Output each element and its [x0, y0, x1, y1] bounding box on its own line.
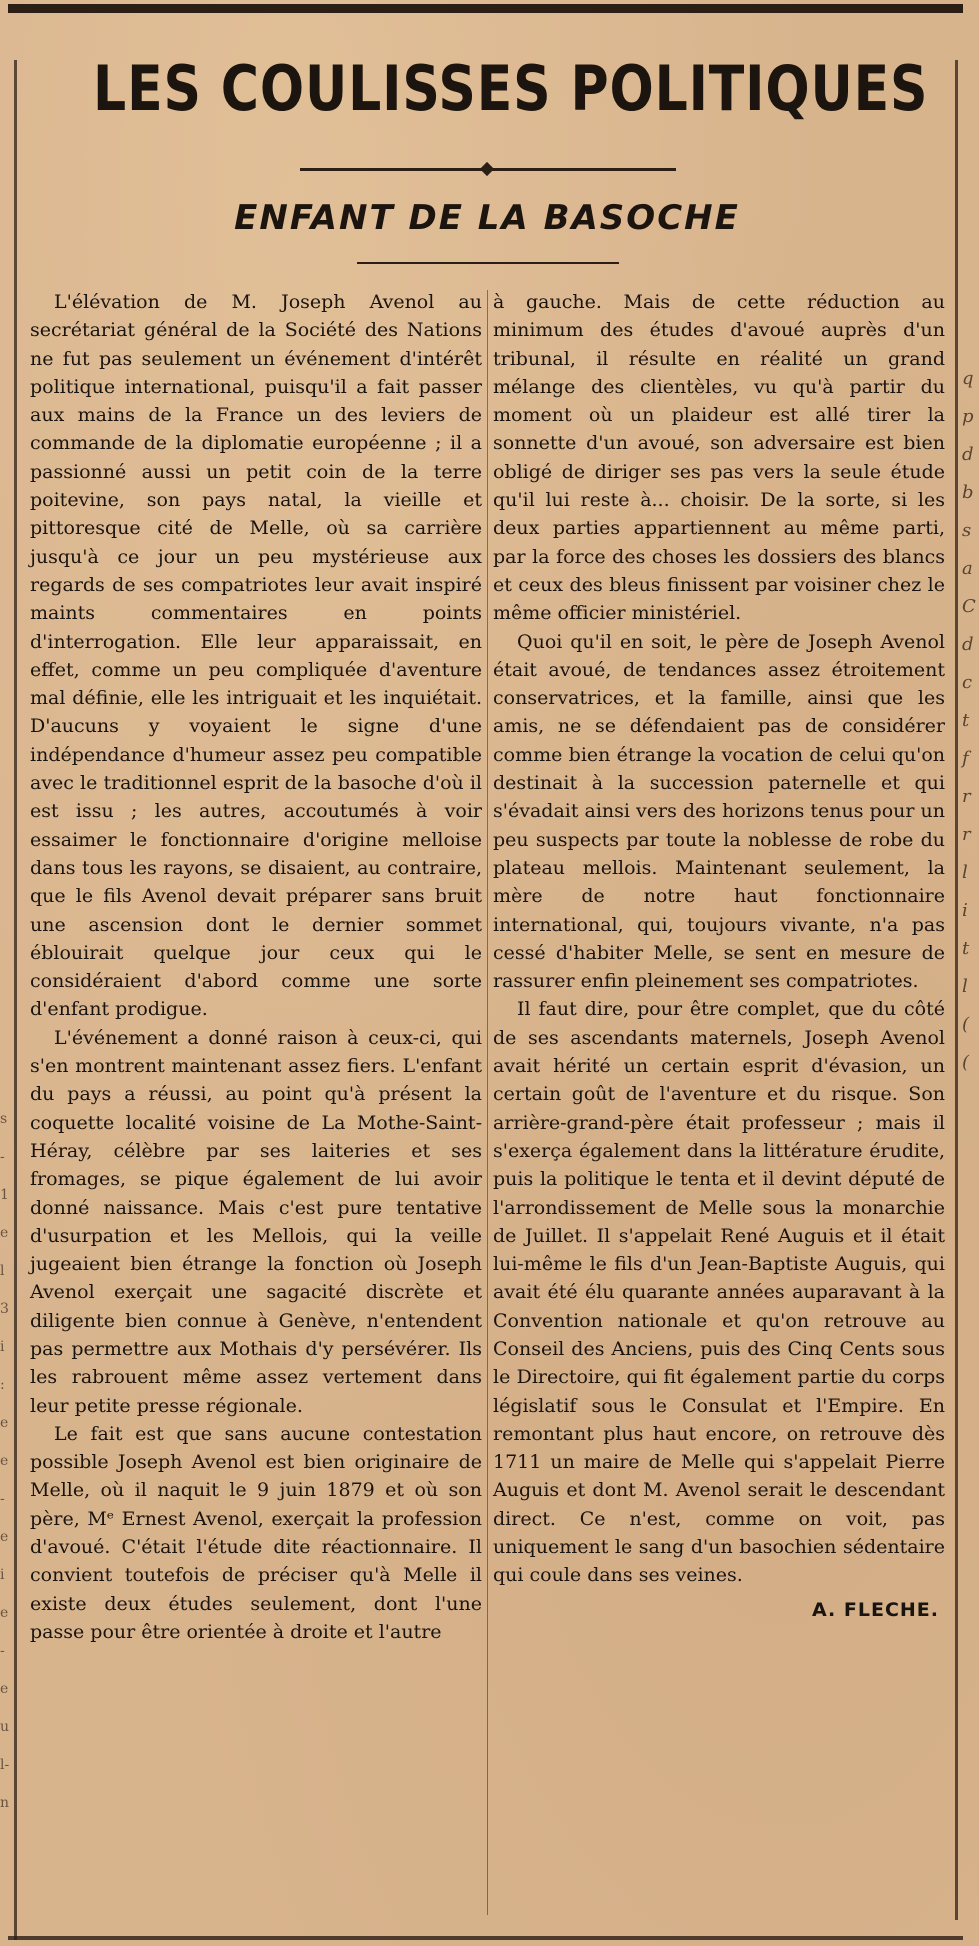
paragraph: Quoi qu'il en soit, le père de Joseph Avenol était avoué, de tendances assez étroitement conservatrices, et la famille, ainsi que les amis, ne se défendaient pas de considérer comme bien étrange la vocation de celui qu'on destinait à la succession paternelle et qui s'évadait ainsi vers des horizons tenus pour un peu suspects par toute la noblesse de robe du plateau mellois. Maintenant seulement, la mère de notre haut fonctionnaire international, qui, toujours vivante, n'a pas cessé d'habiter Melle, se sent en mesure de rassurer enfin pleinement ses compatriotes.	[493, 630, 945, 993]
margin-fragment: (	[962, 1014, 970, 1035]
paragraph: Le fait est que sans aucune contestation possible Joseph Avenol est bien originaire de Melle, où il naquit le 9 juin 1879 et où son père, Mᵉ Ernest Avenol, exerçait la profession d'avoué. C'était l'étude dite réactionnaire. Il convient toutefois de préciser qu'à Melle il existe deux études seulement, dont l'une passe pour être orientée à droite et l'autre	[30, 1422, 482, 1643]
margin-fragment: i	[962, 900, 968, 921]
article-column-left	[30, 288, 482, 1646]
margin-fragment: i	[0, 1567, 5, 1583]
margin-fragment: c	[962, 672, 973, 693]
right-column-rule	[955, 60, 958, 1920]
margin-fragment: r	[962, 786, 971, 807]
left-margin-fragments	[0, 1100, 12, 1822]
margin-fragment: e	[0, 1681, 9, 1697]
margin-fragment: p	[962, 406, 974, 427]
column-divider	[487, 290, 488, 1915]
margin-fragment: l	[0, 1263, 5, 1279]
margin-fragment: e	[0, 1453, 9, 1469]
margin-fragment: s	[962, 520, 972, 541]
margin-fragment: 1	[0, 1187, 9, 1203]
paragraph: à gauche. Mais de cette réduction au minimum des études d'avoué auprès d'un tribunal, il résulte en réalité un grand mélange des clientèles, vu qu'à partir du moment où un plaideur est allé tirer la sonnette d'un avoué, son adversaire est bien obligé de diriger ses pas vers la seule étude qu'il lui reste à... choisir. De la sorte, si les deux parties appartiennent au même parti, par la force des choses les dossiers des blancs et ceux des bleus finissent par voisiner chez le même officier ministériel.	[493, 291, 945, 625]
margin-fragment: e	[0, 1225, 9, 1241]
left-column-rule	[14, 60, 17, 1940]
margin-fragment: (	[962, 1052, 970, 1073]
margin-fragment: -	[0, 1149, 5, 1165]
bottom-rule	[8, 1936, 963, 1940]
margin-fragment: l	[962, 976, 968, 997]
margin-fragment: e	[0, 1529, 9, 1545]
paragraph: L'élévation de M. Joseph Avenol au secrétariat général de la Société des Nations ne fut pas seulement un événement d'intérêt politique international, puisqu'il a fait passer aux mains de la France un des leviers de commande de la diplomatie européenne ; il a passionné aussi un petit coin de la terre poitevine, son pays natal, la vieille et pittoresque cité de Melle, où sa carrière jusqu'à ce jour un peu mystérieuse aux regards de ses compatriotes leur avait inspiré maints commentaires en points d'interrogation. Elle leur apparaissait, en effet, comme un peu compliquée d'aventure mal définie, elle les intriguait et les inquiétait. D'aucuns y voyaient le signe d'une indépendance d'humeur assez peu compatible avec le traditionnel esprit de la basoche d'où il est issu ; les autres, accoutumés à voir essaimer le fonctionnaire d'origine melloise dans tous les rayons, se disaient, au contraire, que le fils Avenol devait préparer sans bruit une ascension dont le dernier sommet éblouirait quelque jour ceux qui le considéraient d'abord comme une sorte d'enfant prodigue.	[30, 291, 482, 1021]
margin-fragment: -	[0, 1491, 5, 1507]
margin-fragment: u	[0, 1719, 10, 1735]
headline-ornament	[300, 168, 676, 171]
margin-fragment: e	[0, 1415, 9, 1431]
paragraph: Il faut dire, pour être complet, que du côté de ses ascendants maternels, Joseph Avenol avait hérité un certain esprit d'évasion, un certain goût de l'aventure et du risque. Son arrière-grand-père était professeur ; mais il s'exerça également dans la littérature érudite, puis la politique le tenta et il devint député de l'arrondissement de Melle sous la monarchie de Juillet. Il s'appelait René Auguis et il était lui-même le fils d'un Jean-Baptiste Auguis, qui avait été élu quarante années auparavant à la Convention nationale et qu'on retrouve au Conseil des Anciens, puis des Cinq Cents sous le Directoire, qui fit également partie du corps législatif sous le Consulat et l'Empire. En remontant plus haut encore, on retrouve dès 1711 un maire de Melle qui s'appelait Pierre Auguis et dont M. Avenol serait le descendant direct. Ce n'est, comme on voit, pas uniquement le sang d'un basochien sédentaire qui coule dans ses veines.	[493, 998, 945, 1587]
margin-fragment: s	[0, 1111, 8, 1127]
margin-fragment: d	[962, 634, 974, 655]
margin-fragment: b	[962, 482, 974, 503]
headline: LES COULISSES POLITIQUES	[93, 52, 929, 125]
author-signature: A. FLECHE.	[812, 1598, 939, 1621]
margin-fragment: l	[962, 862, 968, 883]
top-rule	[8, 4, 963, 13]
margin-fragment: t	[962, 710, 970, 731]
margin-fragment: :	[0, 1377, 5, 1393]
margin-fragment: f	[962, 748, 969, 769]
margin-fragment: l-	[0, 1757, 10, 1773]
article-title: ENFANT DE LA BASOCHE	[234, 198, 740, 238]
margin-fragment: i	[0, 1339, 5, 1355]
margin-fragment: a	[962, 558, 973, 579]
margin-fragment: d	[962, 444, 974, 465]
right-margin-fragments	[962, 360, 978, 1082]
margin-fragment: e	[0, 1605, 9, 1621]
paragraph: L'événement a donné raison à ceux-ci, qui s'en montrent maintenant assez fiers. L'enfant du pays a réussi, au point qu'à présent la coquette localité voisine de La Mothe-Saint-Héray, célèbre par ses laiteries et ses fromages, se pique également de lui avoir donné naissance. Mais c'est pure tentative d'usurpation et les Mellois, qui la veille jugeaient bien étrange la fonction où Joseph Avenol exerçait une sagacité discrète et diligente bien connue à Genève, n'entendent pas permettre aux Mothais d'y persévérer. Ils les rabrouent même assez vertement dans leur petite presse régionale.	[30, 1026, 482, 1417]
margin-fragment: r	[962, 824, 971, 845]
margin-fragment: C	[962, 596, 976, 617]
margin-fragment: n	[0, 1795, 10, 1811]
margin-fragment: t	[962, 938, 970, 959]
margin-fragment: -	[0, 1643, 5, 1659]
article-column-right	[493, 288, 945, 1624]
margin-fragment: 3	[0, 1301, 9, 1317]
title-rule	[357, 262, 619, 264]
margin-fragment: q	[962, 368, 974, 389]
